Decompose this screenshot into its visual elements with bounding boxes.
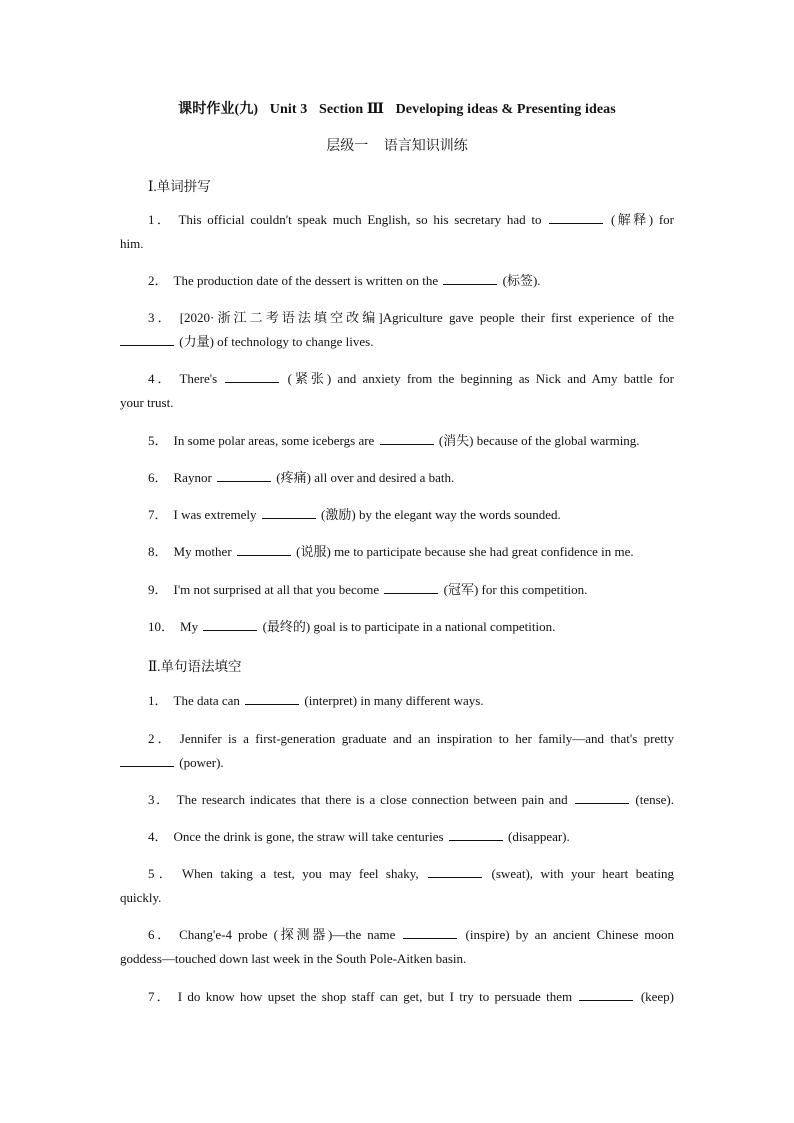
item-number: 10． — [148, 619, 175, 634]
answer-blank[interactable] — [225, 370, 279, 383]
item-number: 4． — [148, 829, 168, 844]
item-text: My — [180, 619, 199, 634]
item-text: (解释) for — [610, 212, 674, 227]
subtitle-part: 层级一 — [326, 139, 369, 154]
subtitle-part: 语言知识训练 — [383, 139, 468, 154]
exercise-item — [120, 985, 674, 1009]
item-text: (消失) because of the global warming. — [438, 433, 640, 448]
item-text: Once the drink is gone, the straw will take centuries — [173, 829, 444, 844]
section-heading-1: Ⅰ.单词拼写 — [148, 179, 211, 194]
item-text: (keep) — [640, 989, 675, 1004]
item-number: 2． — [148, 273, 168, 288]
item-text: The production date of the dessert is written on the — [173, 273, 439, 288]
answer-blank[interactable] — [245, 692, 299, 705]
item-text: The data can — [173, 693, 240, 708]
exercise-item — [120, 727, 674, 775]
item-number: 7． — [148, 989, 172, 1004]
item-number: 3． — [148, 792, 171, 807]
item-text: (tense). — [635, 792, 674, 807]
item-text: (冠军) for this competition. — [443, 582, 588, 597]
item-text: (说服) me to participate because she had great confidence in me. — [296, 544, 634, 559]
answer-blank[interactable] — [384, 581, 438, 594]
exercise-item — [120, 429, 674, 453]
item-number: 6． — [148, 927, 174, 942]
item-text: him. — [120, 236, 144, 251]
answer-blank[interactable] — [203, 618, 257, 631]
item-number: 2． — [148, 731, 174, 746]
exercise-item — [120, 208, 674, 256]
answer-blank[interactable] — [380, 432, 434, 445]
exercise-item — [120, 689, 674, 713]
title-part: Section Ⅲ — [318, 102, 384, 117]
answer-blank[interactable] — [443, 272, 497, 285]
item-text: I do know how upset the shop staff can get, but I try to persuade them — [177, 989, 573, 1004]
item-text: goddess—touched down last week in the South Pole-Aitken basin. — [120, 951, 467, 966]
exercise-item — [120, 578, 674, 602]
item-text: (sweat), with your heart beating — [491, 866, 674, 881]
exercise-item — [120, 825, 674, 849]
item-text: your trust. — [120, 395, 174, 410]
item-text: quickly. — [120, 890, 162, 905]
item-text: My mother — [173, 544, 232, 559]
answer-blank[interactable] — [579, 988, 633, 1001]
item-text: (power). — [179, 755, 224, 770]
exercise-item — [120, 923, 674, 971]
exercise-item — [120, 862, 674, 910]
exercise-item — [120, 269, 674, 293]
exercise-item — [120, 540, 674, 564]
item-text: Jennifer is a first-generation graduate and an inspiration to her family—and that's pretty — [179, 731, 674, 746]
item-number: 3． — [148, 310, 174, 325]
exercise-item — [120, 503, 674, 527]
item-text: (inspire) by an ancient Chinese moon — [465, 927, 674, 942]
item-text: (紧张) and anxiety from the beginning as Nick and Amy battle for — [287, 371, 675, 386]
item-text: There's — [179, 371, 218, 386]
item-number: 4． — [148, 371, 174, 386]
exercise-item — [120, 367, 674, 415]
item-text: (disappear). — [508, 829, 570, 844]
item-text: I'm not surprised at all that you become — [173, 582, 380, 597]
title-part: Unit 3 — [269, 102, 308, 117]
answer-blank[interactable] — [262, 506, 316, 519]
item-text: This official couldn't speak much English, so his secretary had to — [178, 212, 542, 227]
page-subtitle — [0, 135, 794, 155]
item-text: (最终的) goal is to participate in a national competition. — [262, 619, 556, 634]
item-number: 5． — [148, 433, 168, 448]
item-number: 8． — [148, 544, 168, 559]
answer-blank[interactable] — [403, 926, 457, 939]
item-text: When taking a test, you may feel shaky, — [181, 866, 419, 881]
item-text: [2020·浙江二考语法填空改编]Agriculture gave people their first experience of the — [179, 310, 674, 325]
exercise-item — [120, 788, 674, 812]
answer-blank[interactable] — [217, 469, 271, 482]
answer-blank[interactable] — [549, 211, 603, 224]
item-text: Chang'e-4 probe (探测器)—the name — [179, 927, 396, 942]
exercise-item — [120, 466, 674, 490]
answer-blank[interactable] — [237, 543, 291, 556]
item-number: 9． — [148, 582, 168, 597]
item-text: The research indicates that there is a close connection between pain and — [176, 792, 568, 807]
item-number: 7． — [148, 507, 168, 522]
section-heading-2: Ⅱ.单句语法填空 — [148, 659, 242, 674]
item-number: 1． — [148, 212, 173, 227]
exercise-item — [120, 615, 674, 639]
item-text: (标签). — [502, 273, 541, 288]
page-title — [0, 98, 794, 118]
item-text: (激励) by the elegant way the words sounded. — [321, 507, 561, 522]
answer-blank[interactable] — [428, 865, 482, 878]
answer-blank[interactable] — [575, 791, 629, 804]
exercise-item — [120, 306, 674, 354]
item-number: 6． — [148, 470, 168, 485]
item-text: I was extremely — [173, 507, 257, 522]
answer-blank[interactable] — [120, 754, 174, 767]
title-part: Developing ideas & Presenting ideas — [395, 102, 616, 117]
item-text: (interpret) in many different ways. — [304, 693, 484, 708]
item-text: Raynor — [173, 470, 212, 485]
item-text: In some polar areas, some icebergs are — [173, 433, 375, 448]
item-number: 5． — [148, 866, 176, 881]
item-text: (力量) of technology to change lives. — [179, 334, 374, 349]
item-text: (疼痛) all over and desired a bath. — [276, 470, 455, 485]
answer-blank[interactable] — [449, 828, 503, 841]
answer-blank[interactable] — [120, 333, 174, 346]
title-part: 课时作业(九) — [178, 102, 259, 117]
item-number: 1． — [148, 693, 168, 708]
